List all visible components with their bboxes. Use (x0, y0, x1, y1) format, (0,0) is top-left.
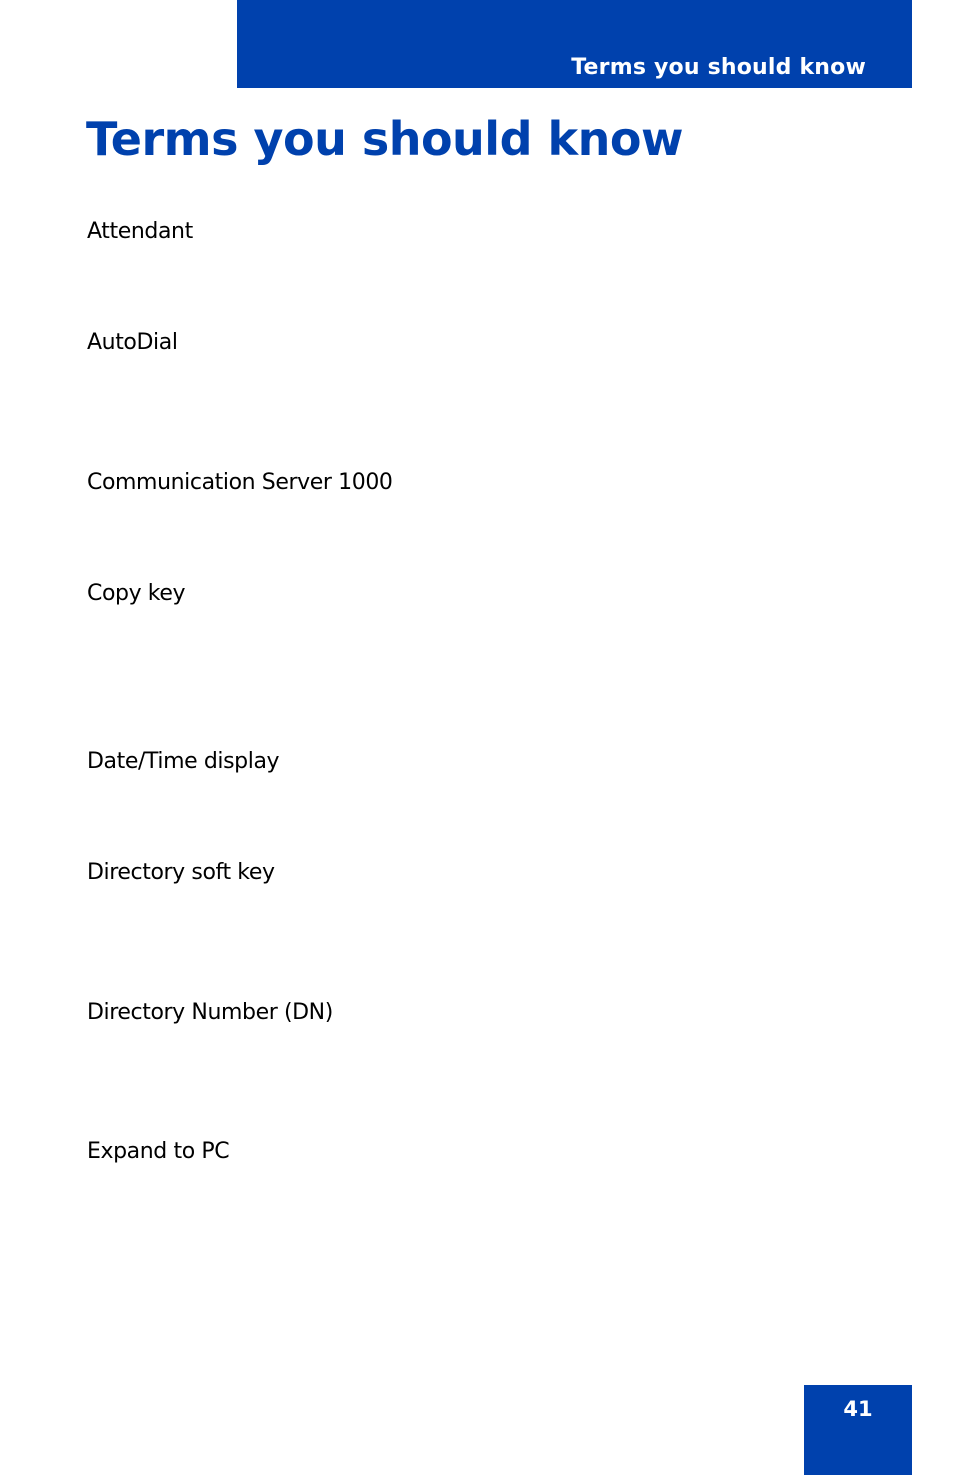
page-number-tab (804, 1385, 912, 1475)
term-copy-key: Copy key (87, 581, 186, 606)
page-number: 41 (843, 1397, 873, 1421)
term-directory-soft-key: Directory soft key (87, 860, 275, 885)
term-date-time-display: Date/Time display (87, 749, 280, 774)
running-header-title: Terms you should know (571, 55, 866, 80)
term-directory-number: Directory Number (DN) (87, 1000, 333, 1025)
term-expand-to-pc: Expand to PC (87, 1139, 230, 1164)
term-attendant: Attendant (87, 219, 193, 244)
page-title: Terms you should know (86, 112, 683, 166)
header-bar (237, 0, 912, 88)
term-autodial: AutoDial (87, 330, 178, 355)
term-communication-server: Communication Server 1000 (87, 470, 393, 495)
